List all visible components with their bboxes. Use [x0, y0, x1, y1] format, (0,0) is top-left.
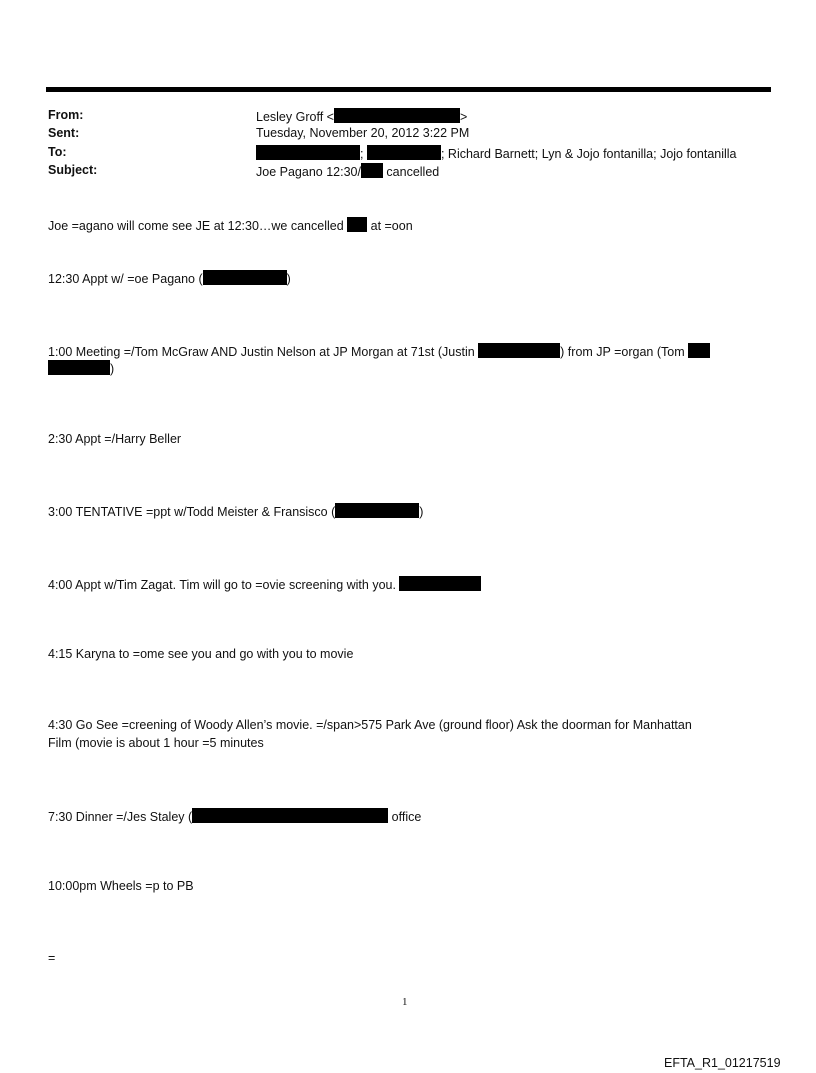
body-text: 3:00 TENTATIVE =ppt w/Todd Meister & Fransisco ( — [48, 505, 336, 519]
sent-value: Tuesday, November 20, 2012 3:22 PM — [256, 126, 470, 140]
body-text: ) — [110, 362, 115, 376]
subject-label: Subject: — [48, 163, 98, 177]
body-text: 4:00 Appt w/Tim Zagat. Tim will go to =ovie screening with you. — [48, 578, 400, 592]
redaction-box — [203, 270, 287, 285]
body-text: ) — [286, 272, 291, 286]
subject-text: Joe Pagano 12:30/ — [256, 165, 361, 179]
body-line — [48, 360, 114, 376]
body-line — [48, 270, 291, 286]
to-label: To: — [48, 145, 67, 159]
to-recipients: ; Richard Barnett; Lyn & Jojo fontanilla; Jojo fontanilla — [440, 147, 737, 161]
header-rule — [46, 87, 771, 92]
body-line — [48, 576, 481, 592]
body-text: ) from JP =organ (Tom — [560, 345, 689, 359]
body-text: office — [388, 810, 422, 824]
body-line — [48, 217, 413, 233]
sent-label: Sent: — [48, 126, 80, 140]
redaction-box — [367, 145, 441, 160]
redaction-box — [192, 808, 388, 823]
redaction-box — [399, 576, 481, 591]
body-line — [48, 808, 421, 824]
to-separator: ; — [360, 147, 364, 161]
page-number: 1 — [402, 996, 408, 1008]
body-line: 10:00pm Wheels =p to PB — [48, 879, 194, 893]
body-text: ) — [419, 505, 424, 519]
body-line: 4:30 Go See =creening of Woody Allen’s movie. =/span>575 Park Ave (ground floor) Ask the doorman for Manhattan — [48, 718, 692, 732]
from-value — [256, 108, 467, 124]
subject-suffix: cancelled — [382, 165, 440, 179]
redaction-box — [361, 163, 383, 178]
body-text: 12:30 Appt w/ =oe Pagano ( — [48, 272, 203, 286]
body-line — [48, 343, 710, 359]
redaction-box — [335, 503, 419, 518]
redaction-box — [478, 343, 560, 358]
document-id: EFTA_R1_01217519 — [664, 1056, 781, 1070]
body-line — [48, 503, 423, 519]
redaction-box — [256, 145, 360, 160]
body-line: 2:30 Appt =/Harry Beller — [48, 432, 182, 446]
to-value — [256, 145, 737, 161]
body-text: at =oon — [367, 219, 413, 233]
body-line: Film (movie is about 1 hour =5 minutes — [48, 736, 264, 750]
from-name: Lesley Groff < — [256, 110, 334, 124]
redaction-box — [48, 360, 110, 375]
subject-value — [256, 163, 439, 179]
body-text: 7:30 Dinner =/Jes Staley ( — [48, 810, 193, 824]
body-text: Joe =agano will come see JE at 12:30…we cancelled — [48, 219, 348, 233]
redaction-box — [334, 108, 460, 123]
from-close: > — [459, 110, 468, 124]
redaction-box — [347, 217, 367, 232]
body-text: 1:00 Meeting =/Tom McGraw AND Justin Nelson at JP Morgan at 71st (Justin — [48, 345, 479, 359]
from-label: From: — [48, 108, 84, 122]
body-line: = — [48, 951, 56, 965]
redaction-box — [688, 343, 710, 358]
body-line: 4:15 Karyna to =ome see you and go with you to movie — [48, 647, 354, 661]
